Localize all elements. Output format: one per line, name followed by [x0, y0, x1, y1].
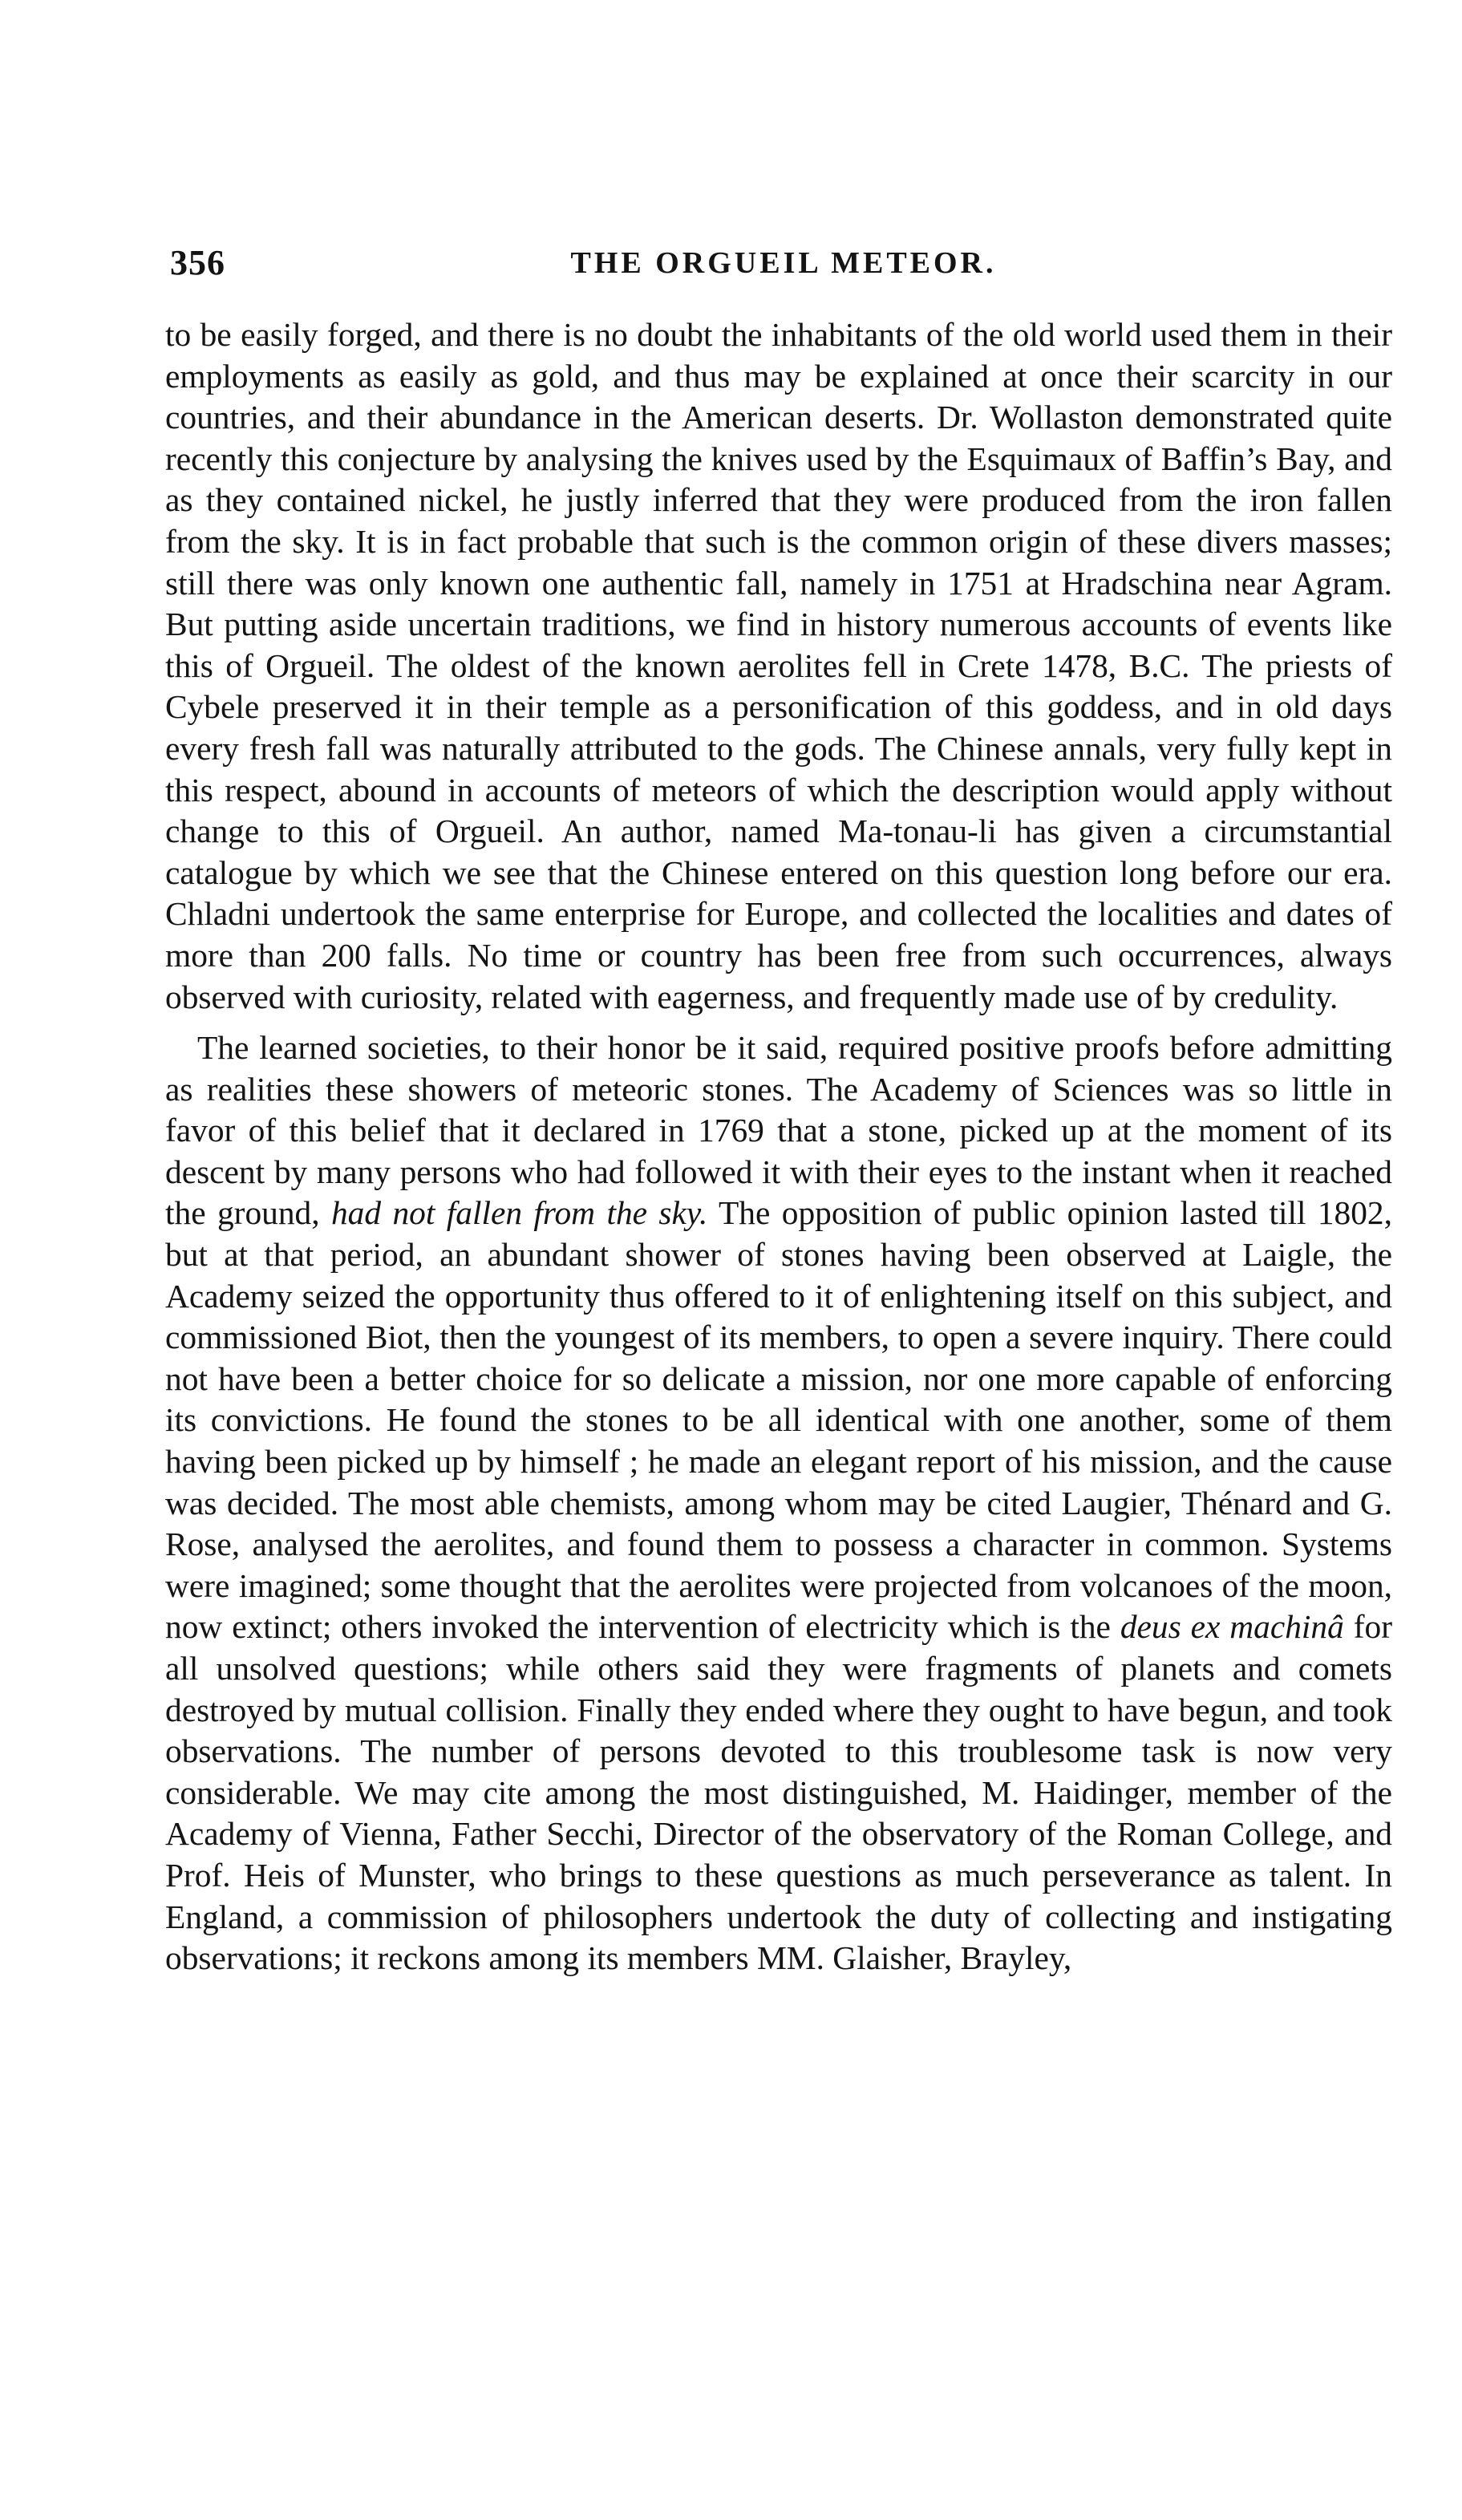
body-text — [165, 314, 1392, 1979]
running-title: THE ORGUEIL METEOR. — [570, 246, 997, 280]
page-number: 356 — [170, 243, 225, 282]
paragraph-text: The opposition of public opinion lasted till 1802, but at that period, an abundant shower of stones having been observed at Laigle, the Academy seized the opportunity thus offered to it of enlightening itself on this subject, and commissioned Biot, then the youngest of its members, to open a severe inquiry. There could not have been a better choice for so delicate a mission, nor one more capable of enforcing its convictions. He found the stones to be all identical with one another, some of them having been picked up by himself ; he made an elegant report of his mission, and the cause was decided. The most able chemists, among whom may be cited Laugier, Thénard and G. Rose, analysed the aerolites, and found them to possess a character in common. Systems were imagined; some thought that the aerolites were projected from volcanoes of the moon, now extinct; others invoked the intervention of electricity which is the — [165, 1194, 1392, 1646]
paragraph-continuation: to be easily forged, and there is no doubt the inhabitants of the old world used them in their employments as easily as gold, and thus may be explained at once their scarcity in our countries, and their abundance in the American deserts. Dr. Wollaston demonstrated quite recently this conjecture by analysing the knives used by the Esquimaux of Baffin’s Bay, and as they contained nickel, he justly inferred that they were produced from the iron fallen from the sky. It is in fact probable that such is the common origin of these divers masses; still there was only known one authentic fall, namely in 1751 at Hradschina near Agram. But putting aside uncertain traditions, we find in history numerous accounts of events like this of Orgueil. The oldest of the known aerolites fell in Crete 1478, B.C. The priests of Cybele preserved it in their temple as a personification of this goddess, and in old days every fresh fall was naturally attributed to the gods. The Chinese annals, very fully kept in this respect, abound in accounts of meteors of which the description would apply without change to this of Orgueil. An author, named Ma-tonau-li has given a circumstantial catalogue by which we see that the Chinese entered on this question long before our era. Chladni undertook the same enterprise for Europe, and collected the localities and dates of more than 200 falls. No time or country has been free from such occurrences, always observed with curiosity, related with eagerness, and frequently made use of by credulity. — [165, 316, 1392, 1015]
paragraph-text: The learned societies, to their honor be it said, required positive proofs before admitting as realities these showers of meteoric stones. The Academy of Sciences was so little in favor of this belief that it declared in 1769 that a stone, picked up at the moment of its descent by many persons who had followed it with their eyes to the instant when it reached the ground, — [165, 1029, 1392, 1232]
paragraph-text: for all unsolved questions; while others said they were fragments of planets and comets destroyed by mutual collision. Finally they ended where they ought to have begun, and took observations. The number of persons devoted to this troublesome task is now very considerable. We may cite among the most distinguished, M. Haidinger, member of the Academy of Vienna, Father Secchi, Director of the observatory of the Roman College, and Prof. Heis of Munster, who brings to these questions as much perseverance as talent. In England, a commission of philosophers undertook the duty of collecting and instigating observations; it reckons among its members MM. Glaisher, Brayley, — [165, 1608, 1392, 1977]
italic-phrase: had not fallen from the sky. — [330, 1194, 708, 1232]
italic-phrase: deus ex machinâ — [1120, 1608, 1344, 1646]
page-header — [170, 242, 1397, 290]
paragraph-learned-societies — [165, 1027, 1392, 1979]
